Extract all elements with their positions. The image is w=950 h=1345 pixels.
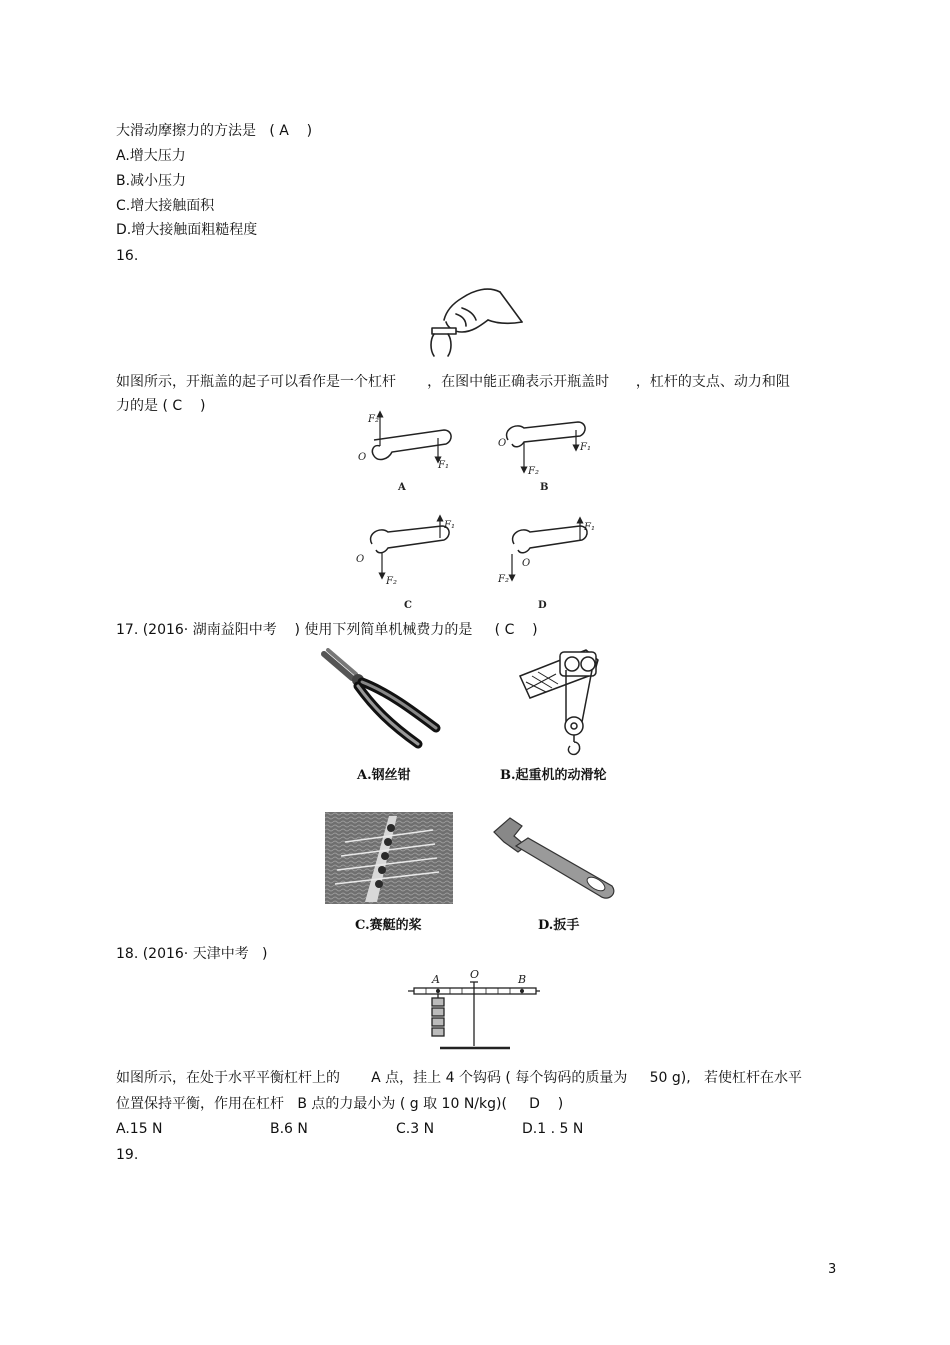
svg-text:O: O: [522, 558, 531, 569]
svg-text:F₂: F₂: [368, 414, 379, 425]
label-a: A: [432, 973, 440, 986]
q18-text-line2: 位置保持平衡，作用在杠杆 B 点的力最小为 ( g 取 10 N/kg)( D ): [116, 1096, 564, 1112]
page-number: 3: [828, 1262, 837, 1277]
wrench-image: [488, 812, 620, 907]
q15-option-c: C.增大接触面积: [116, 198, 215, 214]
q15-option-d: D.增大接触面粗糙程度: [116, 222, 258, 238]
svg-text:F₂: F₂: [498, 574, 509, 585]
choice-d-label: D: [538, 600, 547, 611]
q16-number: 16.: [116, 248, 139, 264]
svg-text:F₂: F₂: [386, 576, 397, 587]
lever-balance-figure: [404, 968, 544, 1058]
svg-text:O: O: [356, 554, 365, 565]
q18-text-line1: 如图所示，在处于水平平衡杠杆上的 A 点，挂上 4 个钩码 ( 每个钩码的质量为 50 g), 若使杠杆在水平: [116, 1070, 803, 1086]
q17-caption-b: B.起重机的动滑轮: [500, 768, 607, 783]
crane-pulley-image: [516, 646, 626, 761]
choice-b-label: B: [540, 482, 549, 493]
choice-d-diagram: [497, 520, 595, 585]
label-b: B: [518, 973, 527, 986]
q16-text-line2: 力的是 ( C ): [116, 398, 206, 414]
choice-a-diagram: [358, 414, 451, 471]
svg-text:F₂: F₂: [528, 466, 539, 477]
q15-stem-tail: 大滑动摩擦力的方法是 ( A ): [116, 123, 313, 139]
rowing-photo: [325, 812, 453, 904]
choice-c-diagram: [356, 518, 455, 587]
q18-option-b: B.6 N: [270, 1121, 308, 1137]
q15-option-b: B.减小压力: [116, 173, 187, 189]
pliers-image: [318, 648, 453, 753]
svg-text:F₁: F₁: [580, 442, 591, 453]
choice-b-diagram: [498, 422, 591, 477]
q16-choice-figures: [352, 408, 602, 618]
svg-text:F₁: F₁: [438, 460, 449, 471]
svg-text:O: O: [498, 438, 507, 449]
svg-text:F₁: F₁: [444, 520, 455, 531]
q17-caption-c: C.赛艇的桨: [355, 918, 422, 933]
q18-option-c: C.3 N: [396, 1121, 435, 1137]
q19-number: 19.: [116, 1147, 139, 1163]
choice-c-label: C: [404, 600, 412, 611]
q18-option-a: A.15 N: [116, 1121, 163, 1137]
svg-text:F₁: F₁: [584, 522, 595, 533]
label-o: O: [470, 968, 480, 981]
svg-text:O: O: [358, 452, 367, 463]
q18-option-d: D.1 . 5 N: [522, 1121, 584, 1137]
bottle-opener-hand-figure: [422, 280, 527, 358]
q17-caption-a: A.钢丝钳: [357, 768, 411, 783]
q18-stem: 18. (2016· 天津中考 ): [116, 946, 268, 962]
q17-stem: 17. (2016· 湖南益阳中考 ) 使用下列简单机械费力的是 ( C ): [116, 622, 538, 638]
q15-option-a: A.增大压力: [116, 148, 186, 164]
q17-caption-d: D.扳手: [538, 918, 580, 933]
q16-text-line1: 如图所示，开瓶盖的起子可以看作是一个杠杆 ，在图中能正确表示开瓶盖时 ，杠杆的支点、动力和阻: [116, 374, 790, 390]
choice-a-label: A: [398, 482, 406, 493]
